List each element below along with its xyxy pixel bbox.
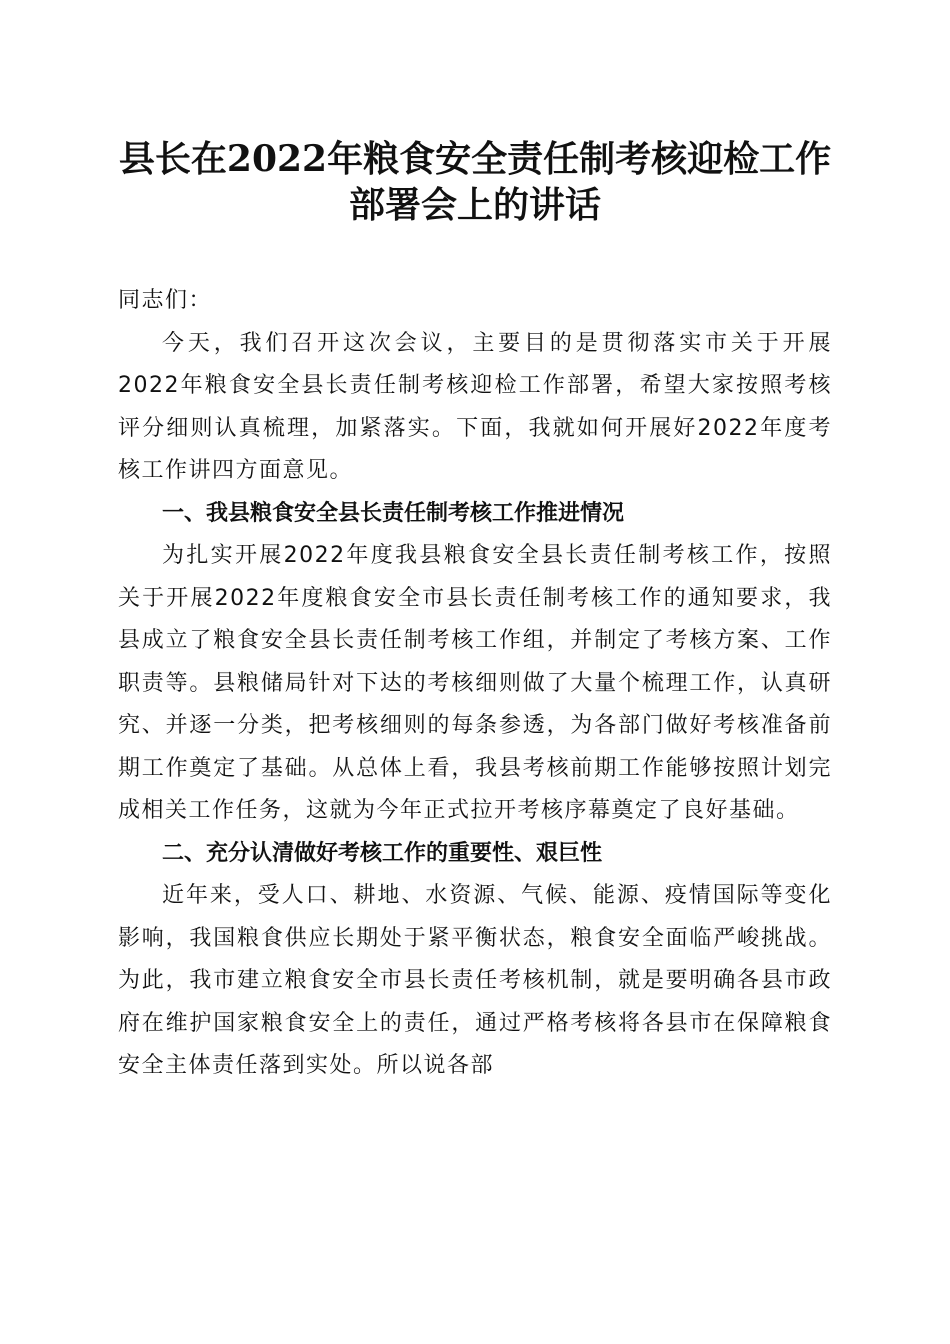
section-1-paragraph: 为扎实开展2022年度我县粮食安全县长责任制考核工作，按照关于开展2022年度粮食安全市县长责任制考核工作的通知要求，我县成立了粮食安全县长责任制考核工作组，并制定了考核方案、工作职责等。县粮储局针对下达的考核细则做了大量个梳理工作，认真研究、并逐一分类，把考核细则的每条参透，为各部门做好考核准备前期工作奠定了基础。从总体上看，我县考核前期工作能够按照计划完成相关工作任务，这就为今年正式拉开考核序幕奠定了良好基础。 [118,543,832,823]
document-title [98,136,852,228]
section-2-heading: 二、充分认清做好考核工作的重要性、艰巨性 [162,840,603,866]
title-line-1: 县长在2022年粮食安全责任制考核迎检工作 [118,138,832,180]
section-2-paragraph: 近年来，受人口、耕地、水资源、气候、能源、疫情国际等变化影响，我国粮食供应长期处于紧平衡状态，粮食安全面临严峻挑战。为此，我市建立粮食安全市县长责任考核机制，就是要明确各县市政府在维护国家粮食安全上的责任，通过严格考核将各县市在保障粮食安全主体责任落到实处。所以说各部 [118,883,832,1078]
section-1-heading: 一、我县粮食安全县长责任制考核工作推进情况 [162,500,625,526]
intro-paragraph: 今天，我们召开这次会议，主要目的是贯彻落实市关于开展2022年粮食安全县长责任制考核迎检工作部署，希望大家按照考核评分细则认真梳理，加紧落实。下面，我就如何开展好2022年度考核工作讲四方面意见。 [118,330,832,483]
document-body [118,280,832,1088]
salutation: 同志们： [118,288,213,313]
title-line-2: 部署会上的讲话 [348,184,601,226]
